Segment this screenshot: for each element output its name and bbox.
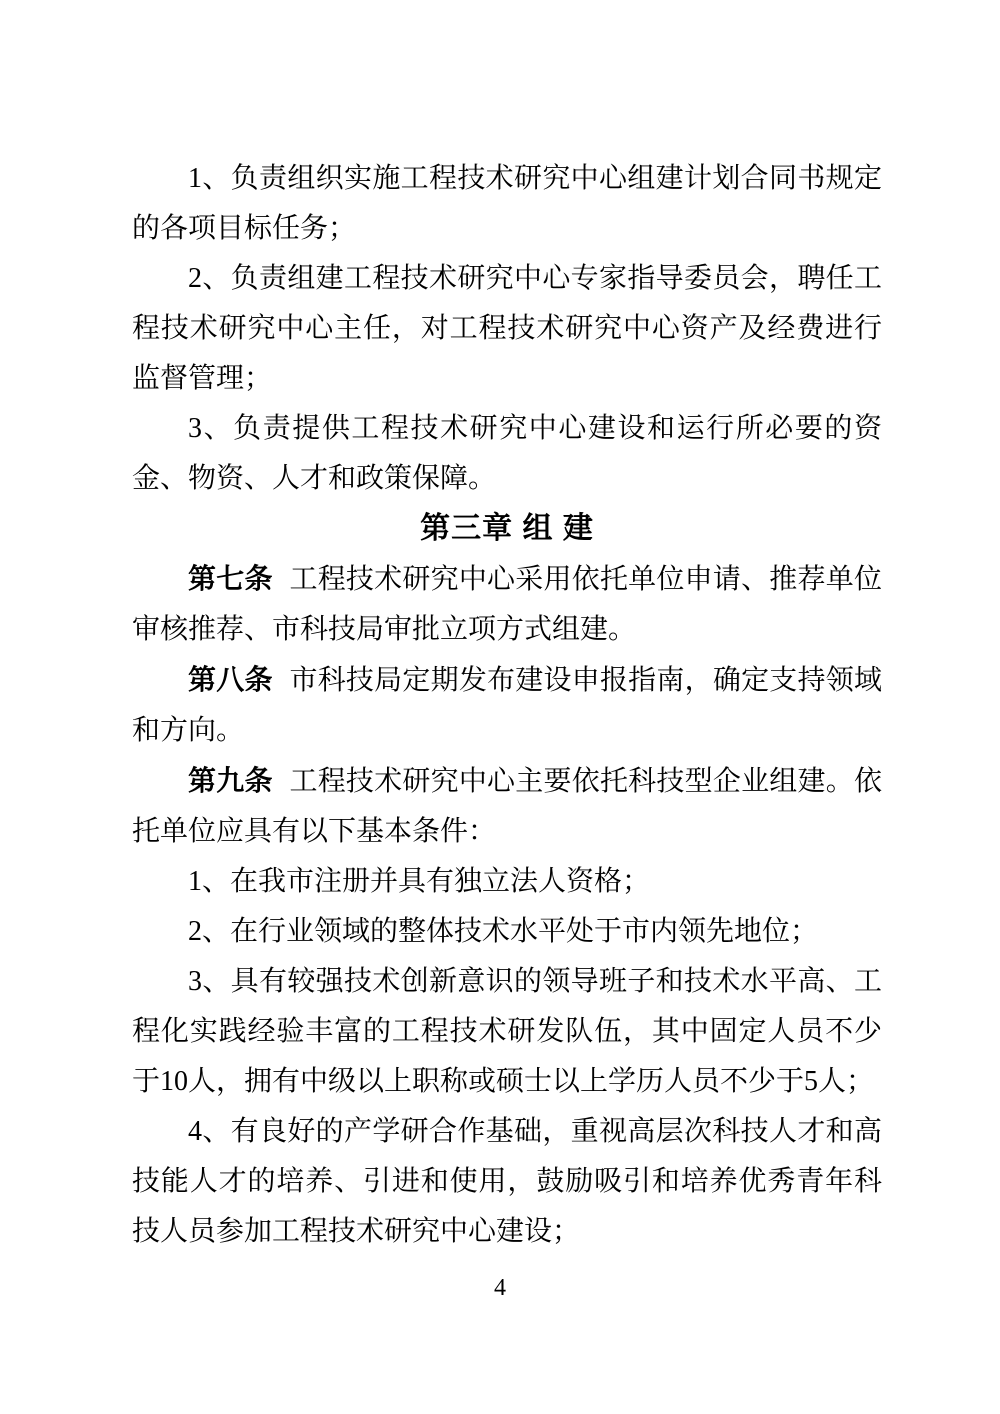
page-number: 4 xyxy=(494,1275,506,1301)
article-8-text: 市科技局定期发布建设申报指南，确定支持领域和方向。 xyxy=(132,665,882,746)
article-7-label: 第七条 xyxy=(188,563,273,594)
chapter-heading: 第三章 组 建 xyxy=(420,512,594,545)
article-9-text: 工程技术研究中心主要依托科技型企业组建。依托单位应具有以下基本条件： xyxy=(132,766,882,847)
clause-item-3: 3、负责提供工程技术研究中心建设和运行所必要的资金、物资、人才和政策保障。 xyxy=(132,413,882,494)
document-body xyxy=(132,154,882,1257)
condition-item-1: 1、在我市注册并具有独立法人资格； xyxy=(188,866,651,897)
article-9-label: 第九条 xyxy=(188,765,273,796)
article-9 xyxy=(132,756,882,857)
article-8-label: 第八条 xyxy=(188,664,273,695)
article-7-text: 工程技术研究中心采用依托单位申请、推荐单位审核推荐、市科技局审批立项方式组建。 xyxy=(132,564,882,645)
clause-item-1: 1、负责组织实施工程技术研究中心组建计划合同书规定的各项目标任务； xyxy=(132,163,882,244)
condition-item-3: 3、具有较强技术创新意识的领导班子和技术水平高、工程化实践经验丰富的工程技术研发队伍，其中固定人员不少于10人，拥有中级以上职称或硕士以上学历人员不少于5人； xyxy=(132,966,882,1097)
condition-item-2: 2、在行业领域的整体技术水平处于市内领先地位； xyxy=(188,916,819,947)
article-8 xyxy=(132,655,882,756)
condition-item-4: 4、有良好的产学研合作基础，重视高层次科技人才和高技能人才的培养、引进和使用，鼓励吸引和培养优秀青年科技人员参加工程技术研究中心建设； xyxy=(132,1116,882,1247)
article-7 xyxy=(132,554,882,655)
clause-item-2: 2、负责组建工程技术研究中心专家指导委员会，聘任工程技术研究中心主任，对工程技术研究中心资产及经费进行监督管理； xyxy=(132,263,882,394)
